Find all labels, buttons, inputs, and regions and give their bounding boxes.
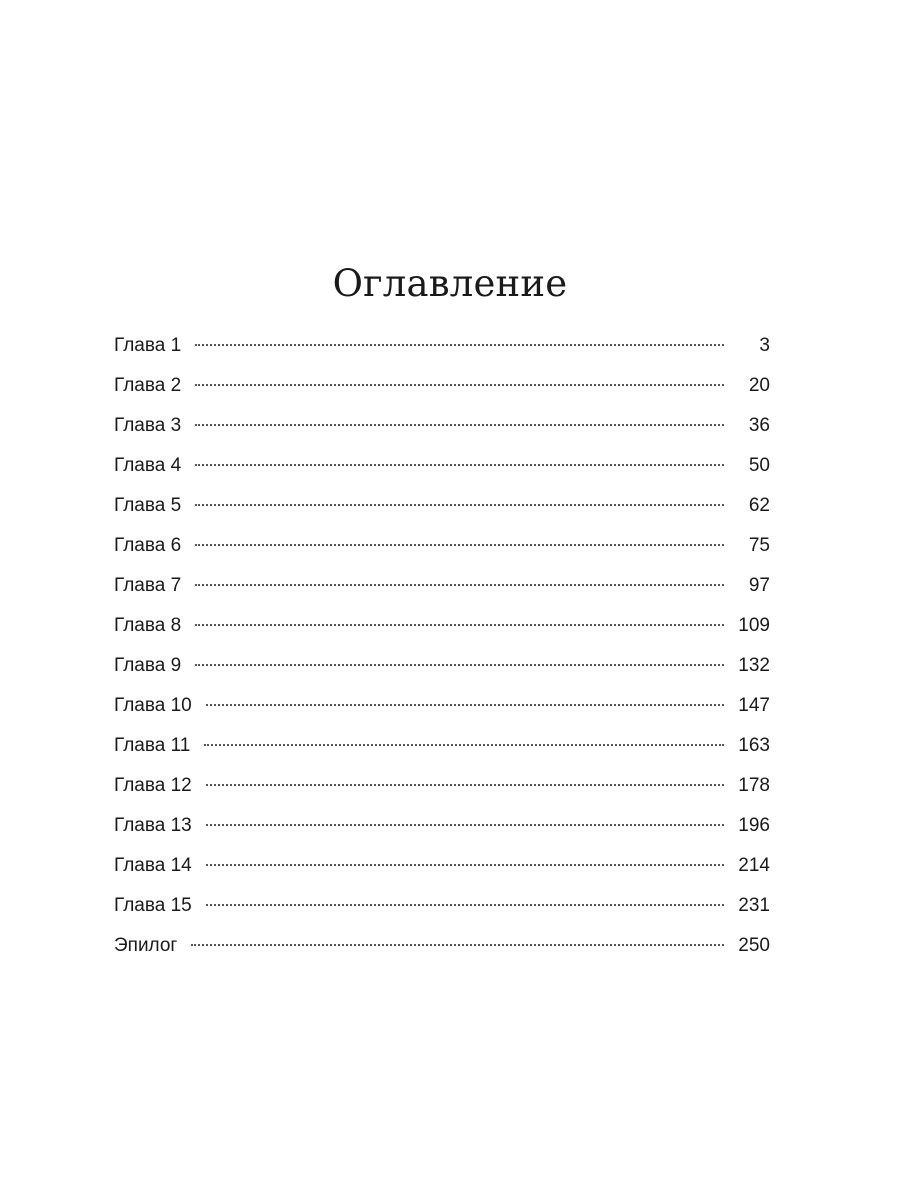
toc-leader-dots xyxy=(195,664,724,666)
toc-entry xyxy=(114,375,770,415)
toc-entry xyxy=(114,775,770,815)
toc-entry-label: Эпилог xyxy=(114,935,178,956)
toc-entry xyxy=(114,615,770,655)
toc-entry xyxy=(114,935,770,975)
toc-entry xyxy=(114,655,770,695)
toc-entry-label: Глава 13 xyxy=(114,815,192,836)
toc-entry-page: 147 xyxy=(738,695,770,716)
toc-leader-dots xyxy=(206,704,724,706)
toc-entry-page: 231 xyxy=(738,895,770,916)
toc-entry-label: Глава 15 xyxy=(114,895,192,916)
toc-entry-page: 214 xyxy=(738,855,770,876)
toc-leader-dots xyxy=(195,504,724,506)
toc-entry-page: 132 xyxy=(738,655,770,676)
toc-entry-label: Глава 14 xyxy=(114,855,192,876)
toc-leader-dots xyxy=(195,584,724,586)
toc-leader-dots xyxy=(195,464,724,466)
toc-leader-dots xyxy=(195,344,724,346)
toc-leader-dots xyxy=(204,744,724,746)
toc-entry xyxy=(114,455,770,495)
toc-entry-page: 75 xyxy=(748,535,770,556)
toc-entry xyxy=(114,335,770,375)
toc-entry-page: 250 xyxy=(738,935,770,956)
toc-entry-label: Глава 3 xyxy=(114,415,182,436)
toc-entry-page: 178 xyxy=(738,775,770,796)
toc-entry xyxy=(114,535,770,575)
toc-entry-label: Глава 6 xyxy=(114,535,182,556)
toc-entry-page: 3 xyxy=(759,335,770,356)
toc-leader-dots xyxy=(206,864,724,866)
page-title: Оглавление xyxy=(332,262,568,305)
toc-entry xyxy=(114,575,770,615)
toc-entry xyxy=(114,735,770,775)
toc-entry-label: Глава 4 xyxy=(114,455,182,476)
toc-entry xyxy=(114,855,770,895)
toc-entry-label: Глава 8 xyxy=(114,615,182,636)
toc-entry xyxy=(114,415,770,455)
toc-entry xyxy=(114,695,770,735)
toc-leader-dots xyxy=(206,824,724,826)
toc-entry-label: Глава 5 xyxy=(114,495,182,516)
toc-entry-label: Глава 7 xyxy=(114,575,182,596)
toc-leader-dots xyxy=(195,384,724,386)
toc-leader-dots xyxy=(195,424,724,426)
toc-leader-dots xyxy=(206,904,724,906)
toc-entry-page: 109 xyxy=(738,615,770,636)
toc-entry-page: 163 xyxy=(738,735,770,756)
toc-entry-label: Глава 11 xyxy=(114,735,191,756)
toc-entry xyxy=(114,495,770,535)
toc-leader-dots xyxy=(195,624,724,626)
toc-leader-dots xyxy=(191,944,724,946)
toc-entry-page: 20 xyxy=(748,375,770,396)
toc-entry xyxy=(114,895,770,935)
toc-entry-label: Глава 1 xyxy=(114,335,182,356)
toc-entry-page: 62 xyxy=(748,495,770,516)
toc-entry-page: 50 xyxy=(748,455,770,476)
toc-leader-dots xyxy=(206,784,724,786)
toc-entry-label: Глава 10 xyxy=(114,695,192,716)
toc-entry-page: 196 xyxy=(738,815,770,836)
toc-leader-dots xyxy=(195,544,724,546)
toc-entry-page: 36 xyxy=(748,415,770,436)
table-of-contents xyxy=(114,335,770,975)
toc-entry-label: Глава 12 xyxy=(114,775,192,796)
toc-entry-label: Глава 9 xyxy=(114,655,182,676)
toc-entry-page: 97 xyxy=(748,575,770,596)
toc-entry xyxy=(114,815,770,855)
toc-entry-label: Глава 2 xyxy=(114,375,182,396)
